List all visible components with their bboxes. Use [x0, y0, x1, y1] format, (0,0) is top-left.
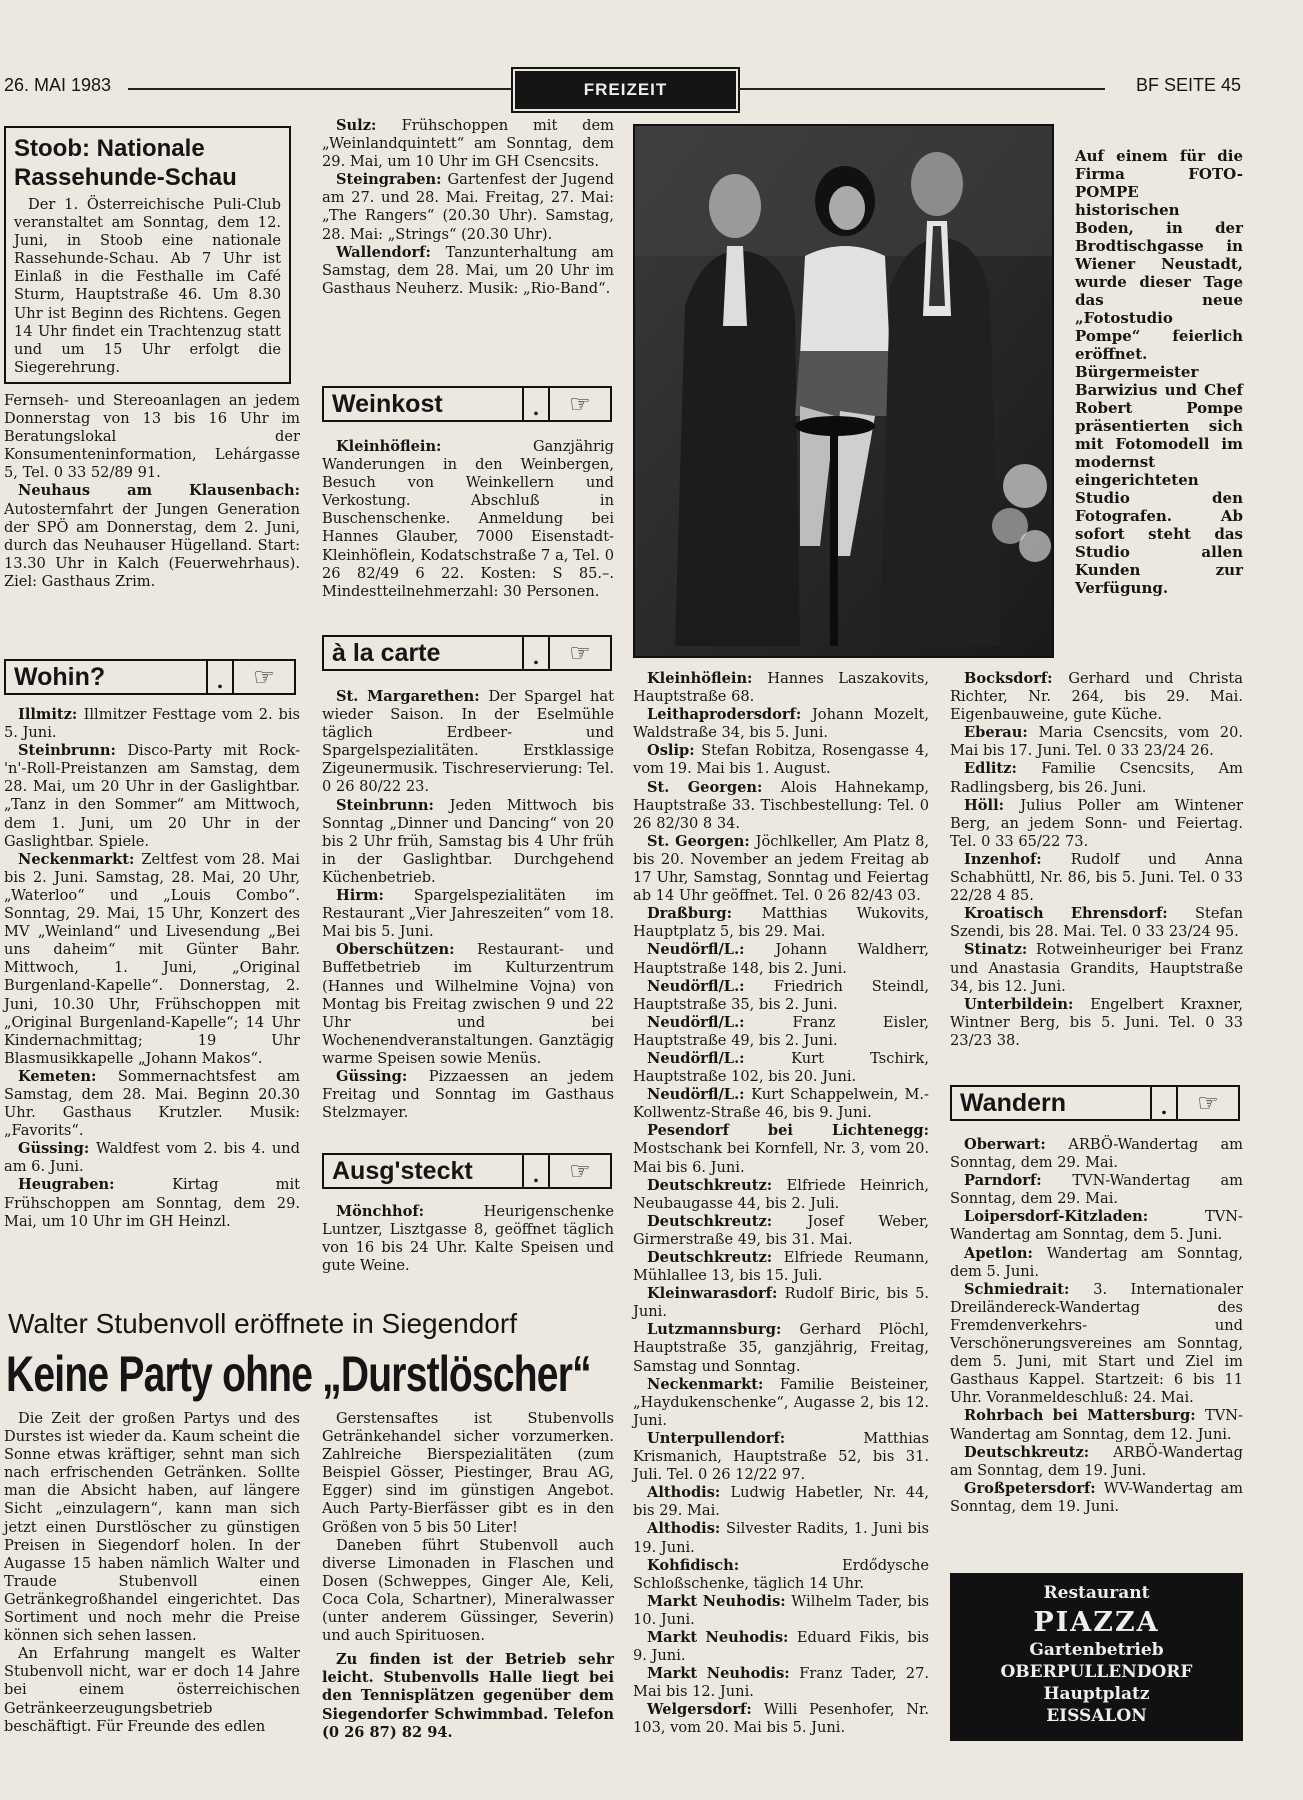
entry-text: Friedrich Steindl, Hauptstraße 35, bis 2. Juni. [633, 977, 929, 1013]
column-4-list [950, 670, 1243, 1050]
place-name: Inzenhof: [964, 850, 1071, 868]
alacarte-label: à la carte [332, 638, 441, 667]
entry-text: Gartenfest der Jugend am 27. und 28. Mai. Freitag, 27. Mai: „The Rangers“ (20.30 Uhr). Samstag, 28. Mai: „Strings“ (20.30 Uhr). [322, 171, 614, 243]
list-item [4, 482, 300, 591]
entry-text: Illmitzer Festtage vom 2. bis 5. Juni. [4, 706, 300, 742]
entry-text: Maria Csencsits, vom 20. Mai bis 17. Juni. Tel. 0 33 23/24 26. [950, 724, 1243, 760]
place-name: St. Margarethen: [336, 688, 489, 705]
place-name: Parndorf: [964, 1172, 1073, 1190]
entry-text: Pizzaessen an jedem Freitag und Sonntag im Gasthaus Stelzmayer. [322, 1067, 614, 1122]
place-name: Lutzmannsburg: [647, 1321, 800, 1339]
entry-text: Josef Weber, Girmerstraße 49, bis 31. Mai. [633, 1212, 929, 1248]
list-item [633, 779, 929, 833]
list-item [950, 1444, 1243, 1480]
ad-line-address: Hauptplatz [1043, 1684, 1150, 1704]
list-item [633, 706, 929, 742]
list-item [633, 1321, 929, 1375]
entry-text: Eduard Fikis, bis 9. Juni. [633, 1628, 929, 1665]
place-name: Markt Neuhodis: [647, 1665, 800, 1683]
place-name: St. Georgen: [647, 778, 781, 796]
list-item [633, 1484, 929, 1520]
dot-mark: . [1150, 1087, 1176, 1119]
list-item [950, 1281, 1243, 1408]
entry-text: Franz Eisler, Hauptstraße 49, bis 2. Juni. [633, 1013, 929, 1049]
place-name: Neuhaus am Klausenbach: [18, 482, 300, 500]
entry-text: Ludwig Habetler, Nr. 44, bis 29. Mai. [633, 1484, 929, 1520]
photo-illustration [635, 126, 1052, 656]
place-name: Oslip: [647, 742, 702, 760]
place-name: Schmiedrait: [964, 1280, 1094, 1298]
wandern-list [950, 1136, 1243, 1516]
entry-text: Jöchlkeller, Am Platz 8, bis 20. November an jedem Freitag ab 17 Uhr, Samstag, Sonntag und Feiertag ab 14 Uhr geöffnet. Tel. 0 26 82/43 03. [633, 832, 929, 905]
list-item [950, 1172, 1243, 1208]
list-item [4, 1068, 300, 1140]
place-name: Großpetersdorf: [964, 1479, 1104, 1497]
place-name: Kleinhöflein: [336, 438, 533, 455]
list-item [633, 742, 929, 778]
photo-caption: Auf einem für die Firma FOTO-POMPE historischen Boden, in der Brodtischgasse in Wiener Neustadt, wurde dieser Tage das neue „Fotostudio Pompe“ feierlich eröffnet. Bürgermeister Barwizius und Chef Robert Pompe präsentierten sich mit Fotomodell im modernst eingerichteten Studio den Fotografen. Ab sofort steht das Studio allen Kunden zur Verfügung. [1075, 147, 1243, 597]
list-item [633, 1520, 929, 1556]
entry-text: Engelbert Kraxner, Wintner Berg, bis 5. Juni. Tel. 0 33 23/23 38. [950, 995, 1243, 1049]
place-name: Welgersdorf: [647, 1701, 764, 1719]
entry-text: Johann Mozelt, Waldstraße 34, bis 5. Juni. [633, 706, 930, 742]
entry-text: Sommernachtsfest am Samstag, dem 28. Mai. Beginn 20.30 Uhr. Gasthaus Krutzler. Musik: „Favorits“. [4, 1067, 300, 1140]
place-name: Deutschkreutz: [647, 1212, 808, 1230]
entry-text: Wandertag am Sonntag, dem 5. Juni. [950, 1244, 1243, 1280]
place-name: Pesendorf bei Lichtenegg: [647, 1122, 929, 1140]
list-item [950, 797, 1243, 851]
place-name: Steingraben: [336, 171, 448, 189]
place-name: Unterpullendorf: [647, 1429, 864, 1447]
entry-text: Autosternfahrt der Jungen Generation der SPÖ am Donnerstag, dem 2. Juni, durch das Neuhauser Hügelland. Start: 13.30 Uhr in Kalch (Feuerwehrhaus). Ziel: Gasthaus Zrim. [4, 500, 300, 590]
place-name: Stinatz: [964, 941, 1037, 959]
entry-text: Kurt Tschirk, Hauptstraße 102, bis 20. Juni. [633, 1049, 929, 1086]
list-item [633, 1213, 929, 1249]
entry-text: Der Spargel hat wieder Saison. In der Eselmühle täglich Erdbeer- und Spargelspezialitäten. Erstklassige Zigeunermusik. Tischreservierung: Tel. 0 26 80/22 23. [322, 688, 614, 796]
pointing-hand-icon: ☞ [548, 1155, 610, 1187]
list-item [633, 1014, 929, 1050]
place-name: Neudörfl/L.: [647, 1086, 752, 1104]
column-3-list [633, 670, 929, 1738]
entry-text: ARBÖ-Wandertag am Sonntag, dem 19. Juni. [950, 1443, 1243, 1479]
place-name: Neudörfl/L.: [647, 977, 774, 995]
entry-text: 3. Internationaler Dreiländereck-Wandertag des Fremdenverkehrs- und Verschönerungsvereines am Sonntag, dem 5. Juni, mit Start und Ziel im Gasthaus Kappel. Startzeit: 6 bis 11 Uhr. Voranmeldeschluß: 24. Mai. [950, 1280, 1243, 1407]
list-item [633, 1249, 929, 1285]
place-name: Illmitz: [18, 706, 84, 723]
stoob-paragraph: Der 1. Österreichische Puli-Club veranstaltet am Sonntag, dem 12. Juni, in Stoob eine nationale Rassehunde-Schau. Ab 7 Uhr ist Einlaß in die Festhalle im Café Sturm, Hauptstraße 46. Um 8.30 Uhr ist Beginn des Richtens. Gegen 14 Uhr findet ein Trachtenzug statt und um 15 Uhr erfolgt die Siegerehrung. [14, 196, 281, 376]
entry-text: Kurt Schappelwein, M.-Kollwentz-Straße 46, bis 9. Juni. [633, 1086, 929, 1122]
entry-text: Elfriede Reumann, Mühlallee 13, bis 15. Juli. [633, 1249, 930, 1285]
list-item [950, 1480, 1243, 1516]
list-item [633, 941, 929, 977]
article-paragraph: Gerstensaftes ist Stubenvolls Getränkehandel sicher vorzumerken. Zahlreiche Bierspezialitäten (zum Beispiel Gösser, Piestinger, Brau AG, Egger) sind im günstigen Angebot. Auch Party-Bierfässer gibt es in den Größen von 5 bis 50 Liter! [322, 1410, 614, 1536]
place-name: Wallendorf: [336, 243, 446, 261]
list-item [633, 1593, 929, 1629]
list-item [633, 1665, 929, 1701]
ad-line-gartenbetrieb: Gartenbetrieb [1029, 1640, 1164, 1660]
list-item [633, 1122, 929, 1176]
ausgsteckt-label: Ausg'steckt [332, 1156, 473, 1185]
entry-text: Elfriede Heinrich, Neubaugasse 44, bis 2. Juli. [633, 1176, 930, 1212]
entry-text: Matthias Krismanich, Hauptstraße 52, bis 31. Juli. Tel. 0 26 12/22 97. [633, 1429, 929, 1484]
entry-text: Restaurant- und Buffetbetrieb im Kulturzentrum (Hannes und Wilhelmine Vojna) von Montag bis Freitag zwischen 9 und 22 Uhr und bei Wochenendveranstaltungen. Ganztägig warme Speisen sowie Menüs. [322, 941, 614, 1067]
place-name: Deutschkreutz: [647, 1176, 787, 1194]
alacarte-tag [322, 635, 612, 671]
place-name: Steinbrunn: [18, 742, 128, 760]
place-name: Edlitz: [964, 760, 1042, 778]
entry-text: Rotweinheuriger bei Franz und Anastasia Grandits, Hauptstraße 34, bis 12. Juni. [950, 941, 1243, 995]
list-item [950, 1245, 1243, 1281]
list-item [322, 797, 614, 887]
entry-text: TVN-Wandertag am Sonntag, dem 5. Juni. [950, 1208, 1243, 1244]
article-paragraph: Die Zeit der großen Partys und des Durstes ist wieder da. Kaum scheint die Sonne etwas kräftiger, sehnt man sich nach erfrischenden Getränken. Sollte man die Absicht haben, auf längere Sicht „einzulagern“, kann man sich jetzt einen Durstlöscher zu günstigen Preisen in Siegendorf holen. In der Augasse 15 haben nämlich Walter und Traude Stubenvoll einen Getränkegroßhandel eingerichtet. Das Sortiment und noch mehr die Preise können sich sehen lassen. [4, 1410, 300, 1645]
place-name: Kleinwarasdorf: [647, 1285, 785, 1303]
list-item [950, 1136, 1243, 1172]
wandern-tag [950, 1085, 1240, 1121]
entry-text: TVN-Wandertag am Sonntag, dem 12. Juni. [950, 1407, 1243, 1443]
entry-text: Tanzunterhaltung am Samstag, dem 28. Mai, um 20 Uhr im Gasthaus Neuherz. Musik: „Rio-Band“. [322, 243, 614, 297]
place-name: Kleinhöflein: [647, 670, 768, 687]
issue-date: 26. MAI 1983 [4, 75, 112, 95]
entry-text: Rudolf und Anna Schabhüttl, Nr. 86, bis 5. Juni. Tel. 0 33 22/28 4 85. [950, 850, 1243, 905]
entry-text: Wilhelm Tader, bis 10. Juni. [633, 1592, 929, 1628]
column-1-notes [4, 392, 300, 591]
place-name: Kroatisch Ehrensdorf: [964, 905, 1195, 923]
entry-text: Disco-Party mit Rock-'n'-Roll-Preistanzen am Samstag, dem 28. Mai, um 20 Uhr in der Gaslightbar. „Tanz in den Sommer“ am Mittwoch, dem 1. Juni, um 20 Uhr in der Gaslightbar. Spiele. [4, 742, 300, 850]
list-item [633, 1557, 929, 1593]
place-name: Rohrbach bei Mattersburg: [964, 1407, 1206, 1425]
list-item [322, 1068, 614, 1122]
ausgsteckt-list [322, 1203, 614, 1275]
place-name: Kohfidisch: [647, 1556, 842, 1574]
pointing-hand-icon: ☞ [548, 388, 610, 420]
entry-text: Gerhard und Christa Richter, Nr. 264, bis 29. Mai. Eigenbauweine, gute Küche. [950, 670, 1243, 724]
ausgsteckt-tag [322, 1153, 612, 1189]
entry-text: Mostschank bei Kornfell, Nr. 3, vom 20. Mai bis 6. Juni. [633, 1140, 929, 1176]
dot-mark: . [522, 1155, 548, 1187]
list-item [950, 670, 1243, 724]
section-label: FREIZEIT [515, 71, 736, 109]
list-item [4, 851, 300, 1068]
place-name: Deutschkreutz: [964, 1443, 1114, 1461]
place-name: Mönchhof: [336, 1203, 484, 1220]
weinkost-list [322, 438, 614, 601]
list-item [950, 851, 1243, 905]
article-headline: Keine Party ohne „Durstlöscher“ [6, 1346, 591, 1402]
entry-text: Matthias Wukovits, Hauptplatz 5, bis 29. Mai. [633, 905, 929, 941]
entry-text: WV-Wandertag am Sonntag, dem 19. Juni. [950, 1479, 1243, 1515]
place-name: Althodis: [647, 1520, 727, 1538]
list-item [322, 688, 614, 797]
place-name: Eberau: [964, 724, 1039, 742]
list-item [950, 905, 1243, 941]
list-item [633, 978, 929, 1014]
entry-text: Willi Pesenhofer, Nr. 103, vom 20. Mai bis 5. Juni. [633, 1701, 930, 1737]
weinkost-label: Weinkost [332, 389, 443, 418]
entry-text: Stefan Szendi, bis 28. Mai. Tel. 0 33 23/24 95. [950, 905, 1243, 941]
article-paragraph: Daneben führt Stubenvoll auch diverse Limonaden in Flaschen und Dosen (Schweppes, Ginger Ale, Keli, Coca Cola, Schartner), Mineralwasser (unter anderem Güssinger, Severin) und auch Spirituosen. [322, 1536, 614, 1645]
studio-photo [633, 124, 1054, 658]
list-item [322, 438, 614, 601]
entry-text: Stefan Robitza, Rosengasse 4, vom 19. Mai bis 1. August. [633, 742, 929, 778]
pointing-hand-icon: ☞ [232, 661, 294, 693]
list-item [633, 1430, 929, 1484]
place-name: Apetlon: [964, 1244, 1047, 1262]
page-number: BF SEITE 45 [1135, 75, 1241, 95]
header-rule-right [738, 88, 1105, 90]
list-item [4, 706, 300, 742]
entry-text: Zeltfest vom 28. Mai bis 2. Juni. Samstag, 28. Mai, 20 Uhr, „Waterloo“ und „Louis Combo“. Sonntag, 29. Mai, 15 Uhr, Konzert des MV „Weinland“ und Livesendung „Bei uns daheim“ mit Günter Bahr. Mittwoch, 1. Juni, „Original Burgenland-Kapelle“. Donnerstag, 2. Juni, 10.30 Uhr, Frühschoppen mit „Original Burgenland-Kapelle“; 14 Uhr Kindernachmittag; 19 Uhr Blasmusikkapelle „Johann Makos“. [4, 850, 300, 1067]
dot-mark: . [522, 637, 548, 669]
entry-text: Gerhard Plöchl, Hauptstraße 35, ganzjährig, Freitag, Samstag und Sonntag. [633, 1321, 929, 1375]
entry-text: Hannes Laszakovits, Hauptstraße 68. [633, 670, 930, 706]
list-item [4, 392, 300, 482]
entry-text: Johann Waldherr, Hauptstraße 148, bis 2. Juni. [633, 941, 929, 977]
entry-text: Heurigenschenke Luntzer, Lisztgasse 8, geöffnet täglich von 16 bis 24 Uhr. Kalte Speisen und gute Weine. [322, 1203, 614, 1275]
entry-text: Spargelspezialitäten im Restaurant „Vier Jahreszeiten“ vom 18. Mai bis 5. Juni. [322, 887, 614, 941]
place-name: Neudörfl/L.: [647, 1049, 792, 1067]
list-item [633, 1701, 929, 1737]
list-item [322, 941, 614, 1068]
weinkost-tag [322, 386, 612, 422]
list-item [633, 905, 929, 941]
place-name: Höll: [964, 796, 1021, 814]
wandern-label: Wandern [960, 1088, 1067, 1117]
pointing-hand-icon: ☞ [1176, 1087, 1238, 1119]
list-item [322, 887, 614, 941]
entry-text: Waldfest vom 2. bis 4. und am 6. Juni. [4, 1140, 300, 1176]
place-name: Bocksdorf: [964, 670, 1069, 687]
entry-text: Franz Tader, 27. Mai bis 12. Juni. [633, 1665, 930, 1701]
ad-line-name: PIAZZA [1033, 1607, 1160, 1638]
place-name: Sulz: [336, 117, 402, 134]
list-item [950, 1208, 1243, 1244]
entry-text: Rudolf Biric, bis 5. Juni. [633, 1285, 929, 1321]
place-name: Neckenmarkt: [18, 850, 142, 868]
ad-line-town: OBERPULLENDORF [1000, 1662, 1193, 1682]
list-item [4, 1176, 300, 1230]
place-name: Unterbildein: [964, 995, 1091, 1013]
list-item [633, 1177, 929, 1213]
entry-text: Kirtag mit Frühschoppen am Sonntag, dem 29. Mai, um 10 Uhr im GH Heinzl. [4, 1176, 300, 1230]
place-name: Kemeten: [18, 1067, 118, 1085]
entry-text: ARBÖ-Wandertag am Sonntag, dem 29. Mai. [950, 1136, 1243, 1172]
list-item [950, 996, 1243, 1050]
article-location-note: Zu finden ist der Betrieb sehr leicht. Stubenvolls Halle liegt bei den Tennisplätzen gegenüber dem Siegendorfer Schwimmbad. Telefon (0 26 87) 82 94. [322, 1651, 614, 1741]
place-name: Markt Neuhodis: [647, 1628, 797, 1646]
place-name: Althodis: [647, 1484, 731, 1502]
wohin-tag [4, 659, 296, 695]
place-name: Leithaprodersdorf: [647, 706, 812, 724]
list-item [950, 1407, 1243, 1443]
list-item [4, 1140, 300, 1176]
place-name: Oberschützen: [336, 941, 477, 959]
article-kicker: Walter Stubenvoll eröffnete in Siegendorf [8, 1308, 517, 1339]
list-item [633, 1629, 929, 1665]
entry-text: TVN-Wandertag am Sonntag, dem 29. Mai. [950, 1172, 1243, 1208]
list-item [950, 724, 1243, 760]
place-name: Draßburg: [647, 905, 762, 923]
list-item [4, 742, 300, 851]
place-name: Loipersdorf-Kitzladen: [964, 1208, 1206, 1226]
entry-text: Familie Beisteiner, „Haydukenschenke“, Augasse 2, bis 12. Juni. [633, 1375, 929, 1429]
ad-line-eissalon: EISSALON [1046, 1706, 1147, 1726]
list-item [950, 941, 1243, 995]
place-name: Neckenmarkt: [647, 1375, 780, 1393]
place-name: Oberwart: [964, 1136, 1069, 1153]
list-item [633, 1376, 929, 1430]
place-name: Markt Neuhodis: [647, 1592, 792, 1610]
pointing-hand-icon: ☞ [548, 637, 610, 669]
place-name: Heugraben: [18, 1176, 173, 1194]
wohin-list [4, 706, 300, 1231]
article-paragraph: An Erfahrung mangelt es Walter Stubenvoll nicht, war er doch 14 Jahre bei einem österreichischen Getränkeerzeugungsbetrieb beschäftigt. Für Freunde des edlen [4, 1645, 300, 1735]
article-column-1 [4, 1410, 300, 1736]
entry-text: Alois Hahnekamp, Hauptstraße 33. Tischbestellung: Tel. 0 26 82/30 8 34. [633, 778, 929, 832]
place-name: Neudörfl/L.: [647, 1013, 793, 1031]
place-name: Deutschkreutz: [647, 1249, 784, 1266]
list-item [322, 244, 614, 298]
entry-text: Ganzjährig Wanderungen in den Weinbergen, Besuch von Weinkellern und Verkostung. Abschluß in Buschenschenke. Anmeldung bei Hannes Glauber, 7000 Eisenstadt-Kleinhöflein, Kodatschstraße 7 a, Tel. 0 26 82/49 6 22. Kosten: S 85.–. Mindestteilnehmerzahl: 30 Personen. [322, 438, 614, 600]
ad-line-restaurant: Restaurant [1043, 1583, 1150, 1603]
list-item [633, 833, 929, 905]
stoob-body [14, 196, 281, 377]
entry-text: Julius Poller am Wintener Berg, an jedem Sonn- und Feiertag. Tel. 0 33 65/22 73. [950, 796, 1243, 850]
alacarte-list [322, 688, 614, 1122]
entry-text: Erdődysche Schloßschenke, täglich 14 Uhr. [633, 1556, 929, 1592]
list-item [633, 1285, 929, 1321]
list-item [322, 1203, 614, 1275]
wohin-label: Wohin? [14, 662, 106, 691]
stoob-box [4, 126, 291, 384]
list-item [322, 171, 614, 243]
header-rule-left [128, 88, 511, 90]
dot-mark: . [522, 388, 548, 420]
stoob-title: Stoob: Nationale Rassehunde-Schau [14, 135, 237, 191]
place-name: St. Georgen: [647, 832, 756, 850]
list-item [633, 1086, 929, 1122]
article-column-2 [322, 1410, 614, 1742]
piazza-ad [950, 1573, 1243, 1741]
place-name: Neudörfl/L.: [647, 941, 776, 959]
dot-mark: . [206, 661, 232, 693]
list-item [633, 670, 929, 706]
entry-text: Familie Csencsits, Am Radlingsberg, bis 26. Juni. [950, 760, 1243, 796]
entry-text: Silvester Radits, 1. Juni bis 19. Juni. [633, 1520, 929, 1556]
place-name: Steinbrunn: [336, 796, 450, 814]
list-item [633, 1050, 929, 1086]
entry-text: Frühschoppen mit dem „Weinlandquintett“ am Sonntag, dem 29. Mai, um 10 Uhr im GH Csencsits. [322, 117, 614, 171]
list-item [322, 117, 614, 171]
place-name: Güssing: [18, 1140, 97, 1158]
column-2-notes [322, 117, 614, 298]
place-name: Güssing: [336, 1067, 429, 1085]
list-item [950, 760, 1243, 796]
entry-text: Fernseh- und Stereoanlagen an jedem Donnerstag von 13 bis 16 Uhr im Beratungslokal der Konsumenteninformation, Lehárgasse 5, Tel. 0 33 52/89 91. [4, 392, 300, 482]
place-name: Hirm: [336, 887, 414, 905]
entry-text: Jeden Mittwoch bis Sonntag „Dinner und Dancing“ von 20 bis 2 Uhr früh, Samstag bis 4 Uhr früh in der Gaslightbar. Durchgehend Küchenbetrieb. [322, 796, 614, 886]
